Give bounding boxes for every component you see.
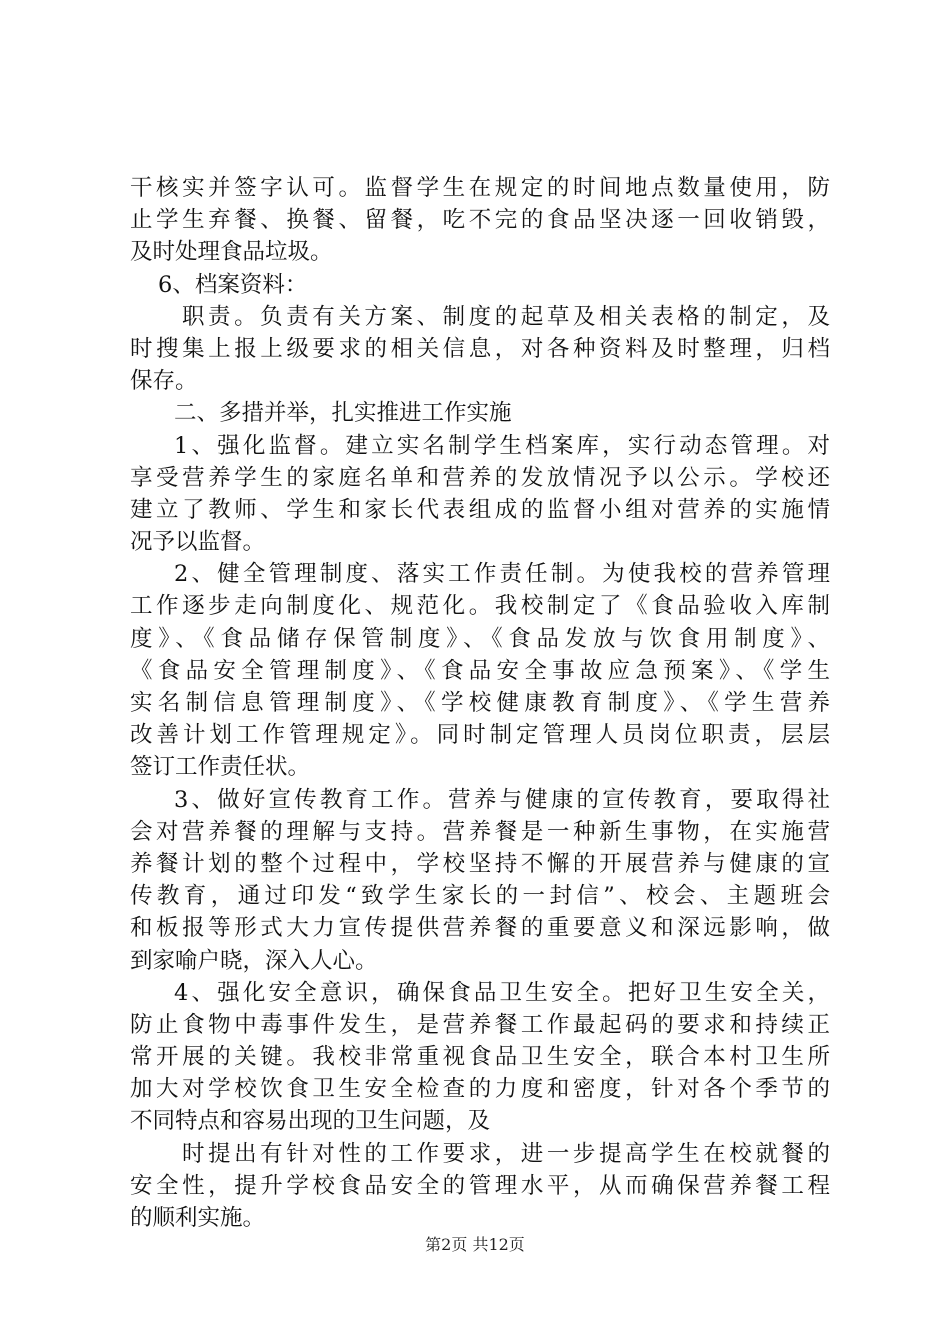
text-line: 况予以监督。 (130, 529, 266, 556)
text-line: 时提出有针对性的工作要求，进一步提高学生在校就餐的 (182, 1140, 830, 1167)
text-line: 会对营养餐的理解与支持。营养餐是一种新生事物，在实施营 (130, 818, 830, 845)
text-line: 到家喻户晓，深入人心。 (130, 947, 378, 974)
text-line: 常开展的关键。我校非常重视食品卫生安全，联合本村卫生所 (130, 1044, 830, 1071)
text-line: 工作逐步走向制度化、规范化。我校制定了《食品验收入库制 (130, 593, 830, 620)
page-footer: 第2页 共12页 (425, 1235, 525, 1254)
text-line: 时搜集上报上级要求的相关信息，对各种资料及时整理，归档 (130, 335, 830, 362)
text-line: 和板报等形式大力宣传提供营养餐的重要意义和深远影响，做 (130, 915, 830, 942)
text-line: 2、健全管理制度、落实工作责任制。为使我校的营养管理 (174, 561, 830, 588)
text-line: 实名制信息管理制度》、《学校健康教育制度》、《学生营养 (130, 690, 830, 716)
text-line: 改善计划工作管理规定》。同时制定管理人员岗位职责，层层 (130, 722, 830, 749)
text-line: 防止食物中毒事件发生，是营养餐工作最起码的要求和持续正 (130, 1011, 830, 1038)
text-line: 传教育，通过印发“致学生家长的一封信”、校会、主题班会 (130, 883, 830, 910)
text-line: 享受营养学生的家庭名单和营养的发放情况予以公示。学校还 (130, 464, 830, 491)
text-line: 不同特点和容易出现的卫生问题，及 (130, 1108, 491, 1135)
text-line: 4、强化安全意识，确保食品卫生安全。把好卫生安全关， (174, 979, 830, 1006)
text-line: 3、做好宣传教育工作。营养与健康的宣传教育，要取得社 (174, 786, 830, 813)
text-line: 二、多措并举，扎实推进工作实施 (174, 400, 512, 427)
text-line: 养餐计划的整个过程中，学校坚持不懈的开展营养与健康的宣 (130, 850, 830, 877)
text-line: 加大对学校饮食卫生安全检查的力度和密度，针对各个季节的 (130, 1076, 830, 1103)
text-line: 建立了教师、学生和家长代表组成的监督小组对营养的实施情 (130, 496, 830, 523)
text-line: 干核实并签字认可。监督学生在规定的时间地点数量使用，防 (130, 175, 830, 201)
text-line: 1、强化监督。建立实名制学生档案库，实行动态管理。对 (174, 432, 830, 459)
body-text (130, 172, 830, 1234)
text-line: 《食品安全管理制度》、《食品安全事故应急预案》、《学生 (130, 657, 830, 684)
text-line: 度》、《食品储存保管制度》、《食品发放与饮食用制度》、 (130, 625, 830, 652)
text-line: 的顺利实施。 (130, 1205, 266, 1231)
text-line: 安全性，提升学校食品安全的管理水平，从而确保营养餐工程 (130, 1172, 830, 1199)
text-line: 签订工作责任状。 (130, 754, 311, 781)
text-line: 保存。 (130, 368, 198, 395)
text-line: 6、档案资料： (158, 271, 308, 298)
text-line: 及时处理食品垃圾。 (130, 239, 333, 266)
text-line: 职责。负责有关方案、制度的起草及相关表格的制定，及 (182, 303, 830, 330)
text-line: 止学生弃餐、换餐、留餐，吃不完的食品坚决逐一回收销毁， (130, 207, 830, 234)
